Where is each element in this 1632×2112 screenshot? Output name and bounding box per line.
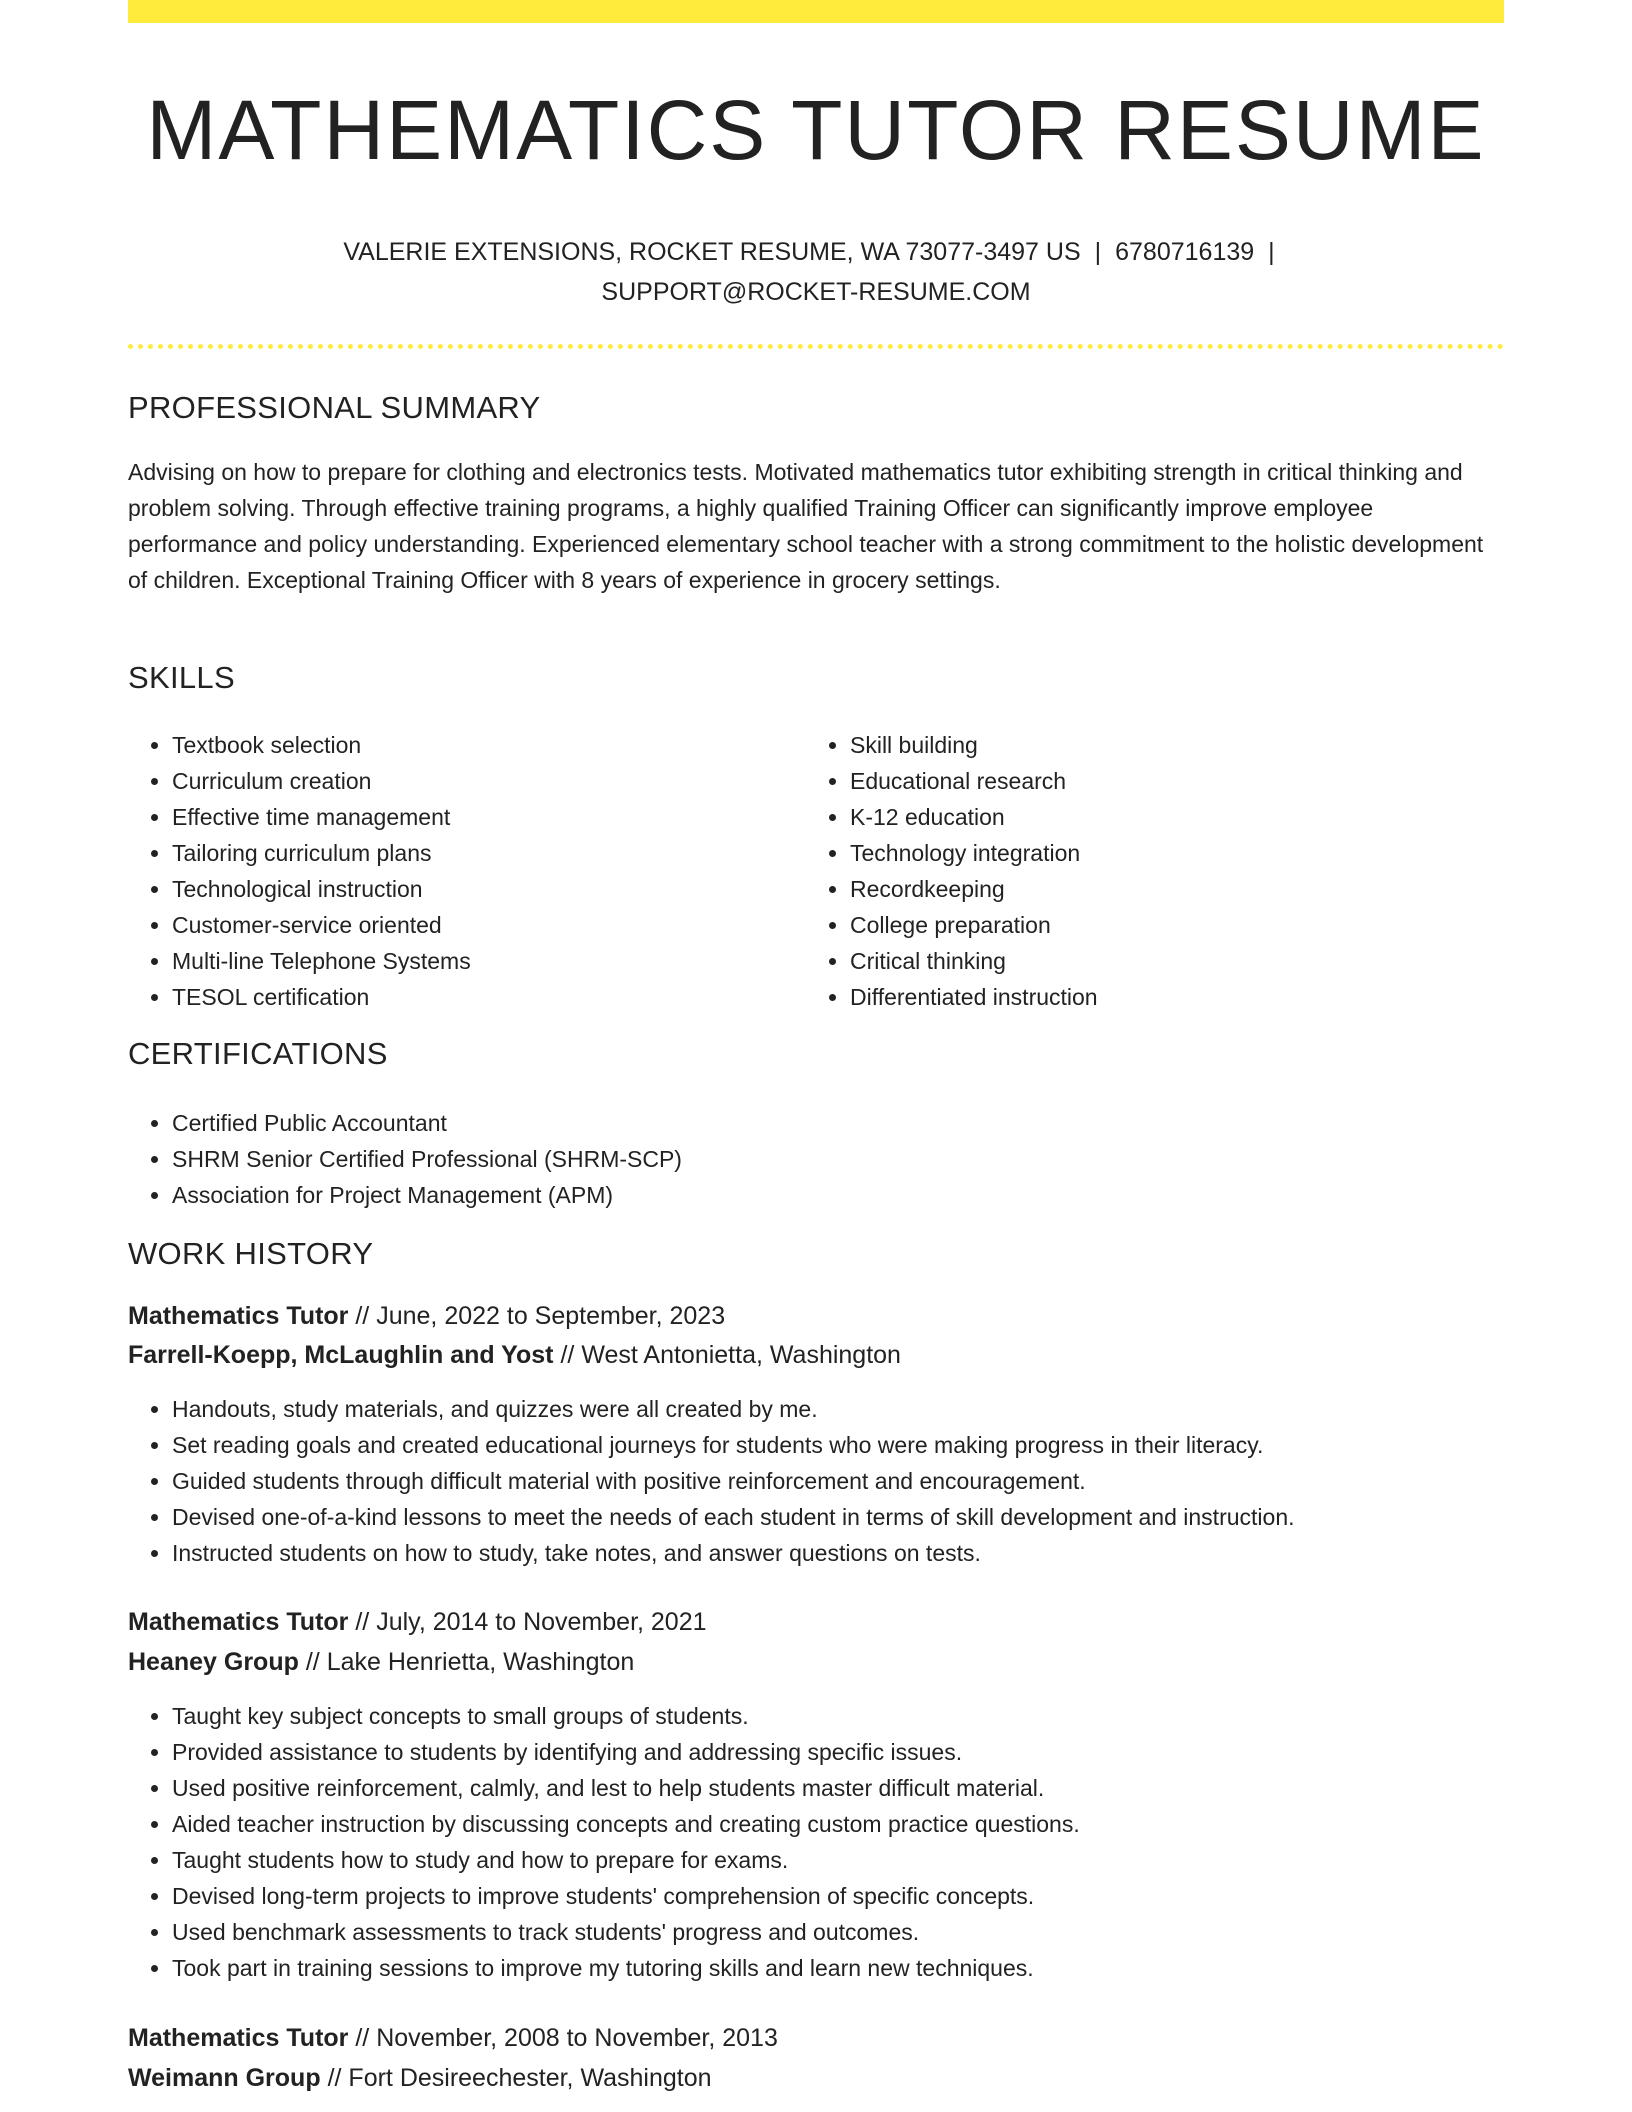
skill-item: • Effective time management [172,799,852,835]
contact-address: VALERIE EXTENSIONS, ROCKET RESUME, WA 73077-3497 US [343,238,1081,266]
summary-heading: PROFESSIONAL SUMMARY [128,390,541,425]
skill-item: • Tailoring curriculum plans [172,835,852,871]
resume-title: MATHEMATICS TUTOR RESUME [146,83,1486,177]
skill-item: • Differentiated instruction [850,979,1530,1015]
skill-item: • K-12 education [850,799,1530,835]
skill-item: • College preparation [850,907,1530,943]
job-joiner: // [355,2024,370,2052]
contact-separator: | [1268,238,1275,266]
skill-item: • Recordkeeping [850,871,1530,907]
job-title: Mathematics Tutor [128,2024,349,2052]
skill-item: • Educational research [850,763,1530,799]
skill-item: • Multi-line Telephone Systems [172,943,852,979]
summary-text: Advising on how to prepare for clothing and electronics tests. Motivated mathematics tutor exhibiting strength in critical thinking and problem solving. Through effective training programs, a highly qualified Training Officer can significantly improve employee performance and policy understanding. Experienced elementary school teacher with a strong commitment to the holistic development of children. Exceptional Training Officer with 8 years of experience in grocery settings. [128,459,1484,593]
skills-list-left [128,727,852,1015]
job-company-line [128,1642,1504,1682]
job-bullet-item: • Devised one-of-a-kind lessons to meet the needs of each student in terms of skill development and instruction. [172,1499,1548,1535]
certification-item: • SHRM Senior Certified Professional (SHRM-SCP) [172,1141,1548,1177]
job-dates: July, 2014 to November, 2021 [376,1608,707,1636]
job-bullet-item: • Guided students through difficult material with positive reinforcement and encouragement. [172,1463,1548,1499]
job-location: West Antonietta, Washington [581,1341,901,1369]
certification-item: • Certified Public Accountant [172,1105,1548,1141]
job-location: Lake Henrietta, Washington [326,1648,635,1676]
contact-separator: | [1094,238,1102,266]
skills-list-right [806,727,1530,1015]
skill-item: • Technological instruction [172,871,852,907]
skill-item: • Critical thinking [850,943,1530,979]
job-title-line [128,1296,1504,1336]
job-bullet-item: • Used benchmark assessments to track students' progress and outcomes. [172,1914,1548,1950]
job-bullet-item: • Took part in training sessions to improve my tutoring skills and learn new techniques. [172,1950,1548,1986]
job-company-line [128,2058,1504,2098]
job-company: Heaney Group [128,1648,299,1676]
job-bullet-item: • Devised long-term projects to improve students' comprehension of specific concepts. [172,1878,1548,1914]
job-bullet-item: • Taught key subject concepts to small groups of students. [172,1698,1548,1734]
skill-item: • Technology integration [850,835,1530,871]
certifications-heading: CERTIFICATIONS [128,1036,388,1071]
job-bullet-item: • Used positive reinforcement, calmly, and lest to help students master difficult material. [172,1770,1548,1806]
job-company: Weimann Group [128,2064,321,2092]
job-bullet-item: • Provided assistance to students by identifying and addressing specific issues. [172,1734,1548,1770]
job-joiner: // [305,1648,320,1676]
job-joiner: // [355,1608,370,1636]
contact-phone: 6780716139 [1115,238,1255,266]
skill-item: • Customer-service oriented [172,907,852,943]
section-divider [128,344,1504,349]
job-bullets [128,1391,1548,1571]
contact-line [128,232,1504,312]
job-title: Mathematics Tutor [128,1302,349,1330]
skill-item: • TESOL certification [172,979,852,1015]
job-dates: June, 2022 to September, 2023 [376,1302,726,1330]
job-bullets [128,1698,1548,1986]
job-joiner: // [560,1341,575,1369]
skill-item: • Textbook selection [172,727,852,763]
job-title-line [128,2018,1504,2058]
job-bullet-item: • Taught students how to study and how to prepare for exams. [172,1842,1548,1878]
job-title: Mathematics Tutor [128,1608,349,1636]
contact-email: SUPPORT@ROCKET-RESUME.COM [601,278,1031,306]
job-title-line [128,1602,1504,1642]
job-bullet-item: • Handouts, study materials, and quizzes were all created by me. [172,1391,1548,1427]
skill-item: • Skill building [850,727,1530,763]
skills-heading: SKILLS [128,660,235,695]
job-company-line [128,1335,1504,1375]
job-company: Farrell-Koepp, McLaughlin and Yost [128,1341,554,1369]
certifications-list [128,1105,1548,1213]
job-dates: November, 2008 to November, 2013 [376,2024,778,2052]
job-bullet-item: • Aided teacher instruction by discussing concepts and creating custom practice questions. [172,1806,1548,1842]
job-joiner: // [355,1302,370,1330]
certification-item: • Association for Project Management (APM) [172,1177,1548,1213]
work-history-heading: WORK HISTORY [128,1236,374,1271]
job-joiner: // [327,2064,342,2092]
job-bullet-item: • Set reading goals and created educational journeys for students who were making progress in their literacy. [172,1427,1548,1463]
job-location: Fort Desireechester, Washington [348,2064,712,2092]
skill-item: • Curriculum creation [172,763,852,799]
job-bullet-item: • Instructed students on how to study, take notes, and answer questions on tests. [172,1535,1548,1571]
resume-content [128,0,1504,2092]
